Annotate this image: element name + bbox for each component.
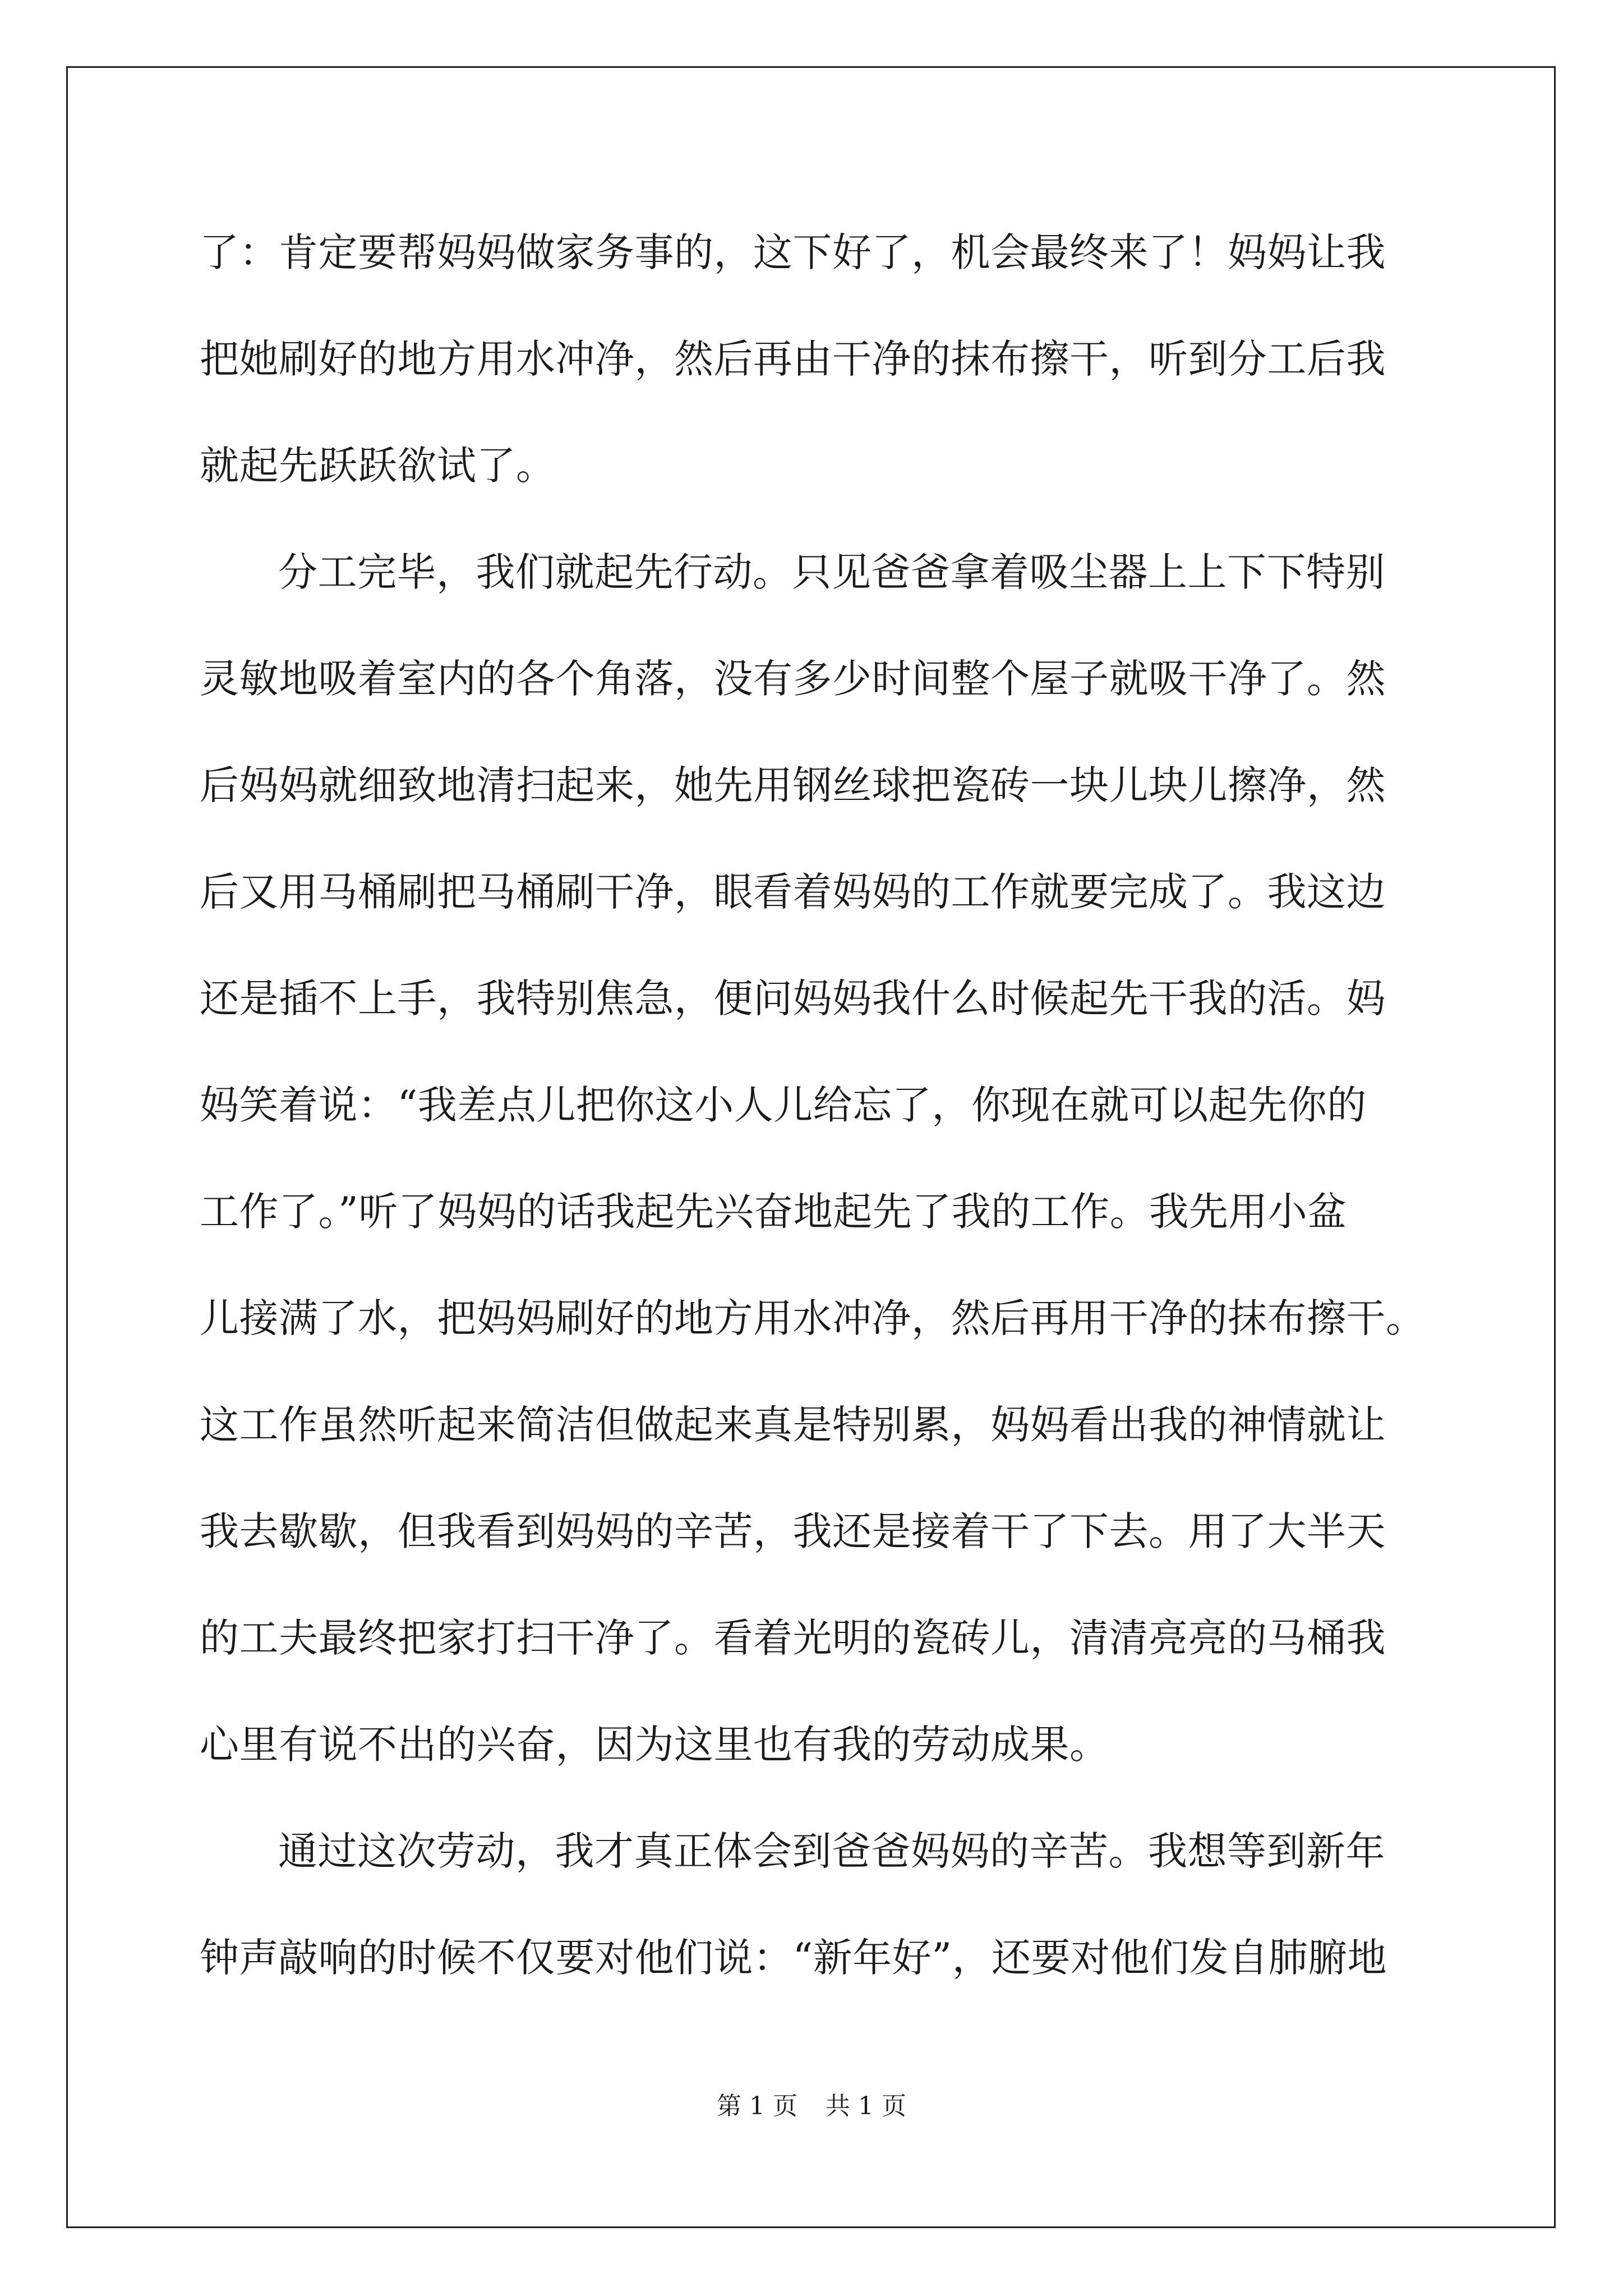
body-line: 就起先跃跃欲试了。 [200,443,556,489]
body-line: 后妈妈就细致地清扫起来，她先用钢丝球把瓷砖一块儿块儿擦净，然 [200,762,1386,808]
page-total: 共 1 页 [826,2092,906,2120]
body-line: 了：肯定要帮妈妈做家务事的，这下好了，机会最终来了！妈妈让我 [200,229,1386,275]
body-line: 工作了。”听了妈妈的话我起先兴奋地起先了我的工作。我先用小盆 [200,1189,1347,1235]
paragraph-start-line: 分工完毕，我们就起先行动。只见爸爸拿着吸尘器上上下下特别 [278,549,1385,595]
body-line: 后又用马桶刷把马桶刷干净，眼看着妈妈的工作就要完成了。我这边 [200,869,1386,915]
body-line: 把她刷好的地方用水冲净，然后再由干净的抹布擦干，听到分工后我 [200,336,1386,382]
paragraph-start-line: 通过这次劳动，我才真正体会到爸爸妈妈的辛苦。我想等到新年 [278,1828,1385,1874]
body-line: 儿接满了水，把妈妈刷好的地方用水冲净，然后再用干净的抹布擦干。 [200,1295,1426,1341]
body-line: 还是插不上手，我特别焦急，便问妈妈我什么时候起先干我的活。妈 [200,976,1386,1022]
body-line: 这工作虽然听起来简洁但做起来真是特别累，妈妈看出我的神情就让 [200,1402,1386,1448]
page-border [66,66,1556,2228]
body-line: 心里有说不出的兴奋，因为这里也有我的劳动成果。 [200,1722,1109,1768]
page-footer [0,2090,1623,2123]
body-line: 的工夫最终把家打扫干净了。看着光明的瓷砖儿，清清亮亮的马桶我 [200,1615,1386,1661]
body-line: 妈笑着说：“我差点儿把你这小人儿给忘了，你现在就可以起先你的 [200,1082,1367,1128]
body-line: 灵敏地吸着室内的各个角落，没有多少时间整个屋子就吸干净了。然 [200,656,1386,702]
body-line: 钟声敲响的时候不仅要对他们说：“新年好”，还要对他们发自肺腑地 [200,1935,1387,1981]
body-line: 我去歇歇，但我看到妈妈的辛苦，我还是接着干了下去。用了大半天 [200,1508,1386,1554]
page-number: 第 1 页 [717,2092,797,2120]
